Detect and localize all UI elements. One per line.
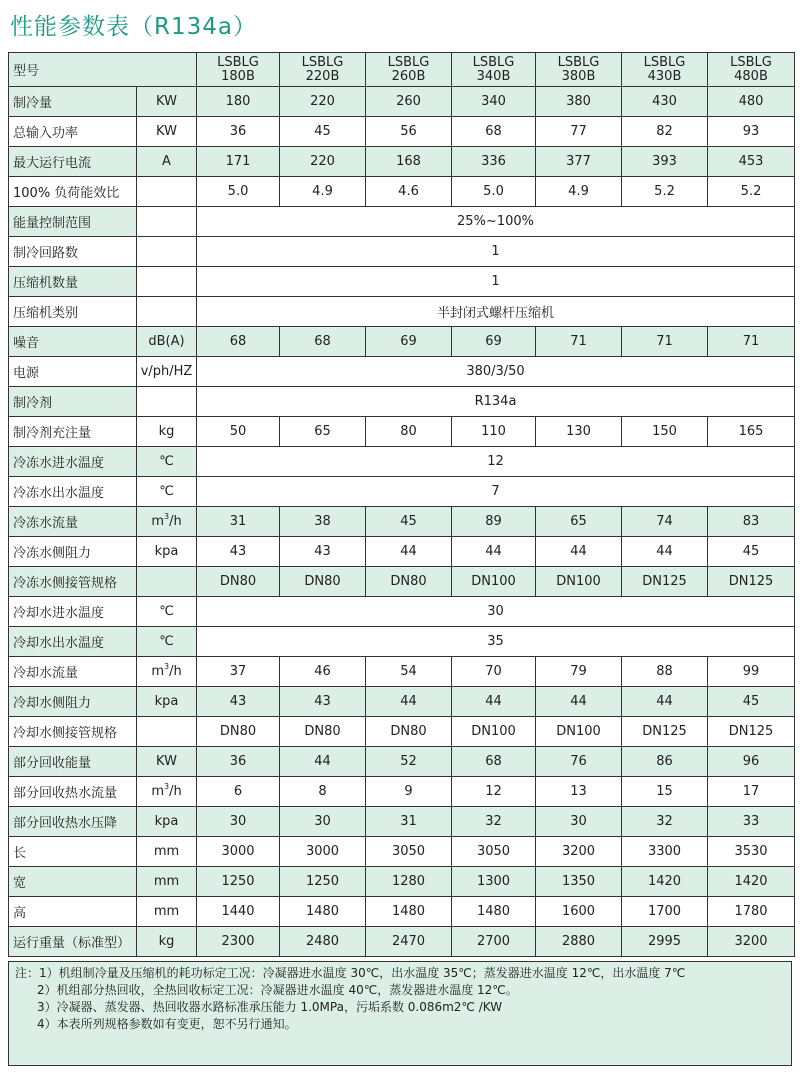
value-cell: 50 (197, 417, 280, 447)
value-cell: 86 (622, 747, 708, 777)
unit-cell (137, 237, 197, 267)
unit-cell (137, 507, 197, 537)
value-cell: DN80 (197, 717, 280, 747)
value-cell: 4.9 (280, 177, 366, 207)
unit-cell: ℃ (137, 477, 197, 507)
value-cell: 2880 (536, 927, 622, 957)
value-cell: 44 (622, 687, 708, 717)
table-row (9, 387, 795, 417)
value-cell: 44 (366, 687, 452, 717)
value-cell: 56 (366, 117, 452, 147)
model-header (366, 53, 452, 87)
model-series: LSBLG (472, 54, 515, 70)
value-cell: 5.2 (708, 177, 795, 207)
unit-cell: v/ph/HZ (137, 357, 197, 387)
table-row (9, 417, 795, 447)
value-cell: 2300 (197, 927, 280, 957)
table-row (9, 267, 795, 297)
value-cell: DN125 (622, 567, 708, 597)
param-name: 冷却水出水温度 (9, 627, 137, 657)
value-cell: 393 (622, 147, 708, 177)
value-cell: 171 (197, 147, 280, 177)
value-cell: 3050 (452, 837, 536, 867)
table-row (9, 717, 795, 747)
param-name: 噪音 (9, 327, 137, 357)
value-cell: 30 (197, 807, 280, 837)
value-cell: 5.0 (452, 177, 536, 207)
value-cell: 3530 (708, 837, 795, 867)
value-cell: 1280 (366, 867, 452, 897)
value-cell: 15 (622, 777, 708, 807)
value-cell: DN125 (708, 717, 795, 747)
model-code: 260B (391, 68, 426, 84)
table-row (9, 747, 795, 777)
value-cell: 13 (536, 777, 622, 807)
unit-cell: KW (137, 117, 197, 147)
note-line: 注：1）机组制冷量及压缩机的耗功标定工况：冷凝器进水温度 30℃，出水温度 35℃；蒸发器进水温度 12℃，出水温度 7℃ (15, 966, 686, 980)
model-code: 180B (221, 68, 255, 84)
value-cell: 43 (280, 687, 366, 717)
value-cell: 43 (197, 687, 280, 717)
param-name: 长 (9, 837, 137, 867)
table-row (9, 177, 795, 207)
unit-tail: /h (169, 664, 182, 679)
value-cell: 3000 (197, 837, 280, 867)
unit-cell: KW (137, 87, 197, 117)
value-cell: 220 (280, 147, 366, 177)
param-name: 总输入功率 (9, 117, 137, 147)
value-cell: 1480 (366, 897, 452, 927)
table-row (9, 897, 795, 927)
table-row (9, 537, 795, 567)
value-cell: 32 (622, 807, 708, 837)
page-title: 性能参数表（R134a） (10, 14, 257, 40)
note-line: 2）机组部分热回收，全热回收标定工况：冷凝器进水温度 40℃，蒸发器进水温度 12℃。 (37, 983, 518, 997)
value-cell: DN80 (197, 567, 280, 597)
merged-value: 1 (197, 267, 795, 297)
param-name: 能量控制范围 (9, 207, 137, 237)
unit-cell: kpa (137, 537, 197, 567)
unit-cell: mm (137, 897, 197, 927)
table-row (9, 867, 795, 897)
merged-value: 半封闭式螺杆压缩机 (197, 297, 795, 327)
value-cell: 33 (708, 807, 795, 837)
param-name: 冷冻水流量 (9, 507, 137, 537)
param-name: 冷冻水侧接管规格 (9, 567, 137, 597)
value-cell: 44 (536, 537, 622, 567)
table-row (9, 477, 795, 507)
value-cell: 36 (197, 747, 280, 777)
unit-base: m (151, 514, 164, 529)
param-name: 冷却水流量 (9, 657, 137, 687)
value-cell: 1420 (708, 867, 795, 897)
value-cell: DN100 (452, 567, 536, 597)
unit-cell: ℃ (137, 597, 197, 627)
value-cell: 1250 (280, 867, 366, 897)
value-cell: 1780 (708, 897, 795, 927)
value-cell: 54 (366, 657, 452, 687)
value-cell: 150 (622, 417, 708, 447)
value-cell: 80 (366, 417, 452, 447)
value-cell: DN80 (280, 567, 366, 597)
model-series: LSBLG (557, 54, 600, 70)
value-cell: 89 (452, 507, 536, 537)
table-header-row (9, 53, 795, 87)
value-cell: 180 (197, 87, 280, 117)
unit-cell (137, 657, 197, 687)
value-cell: 44 (622, 537, 708, 567)
value-cell: 380 (536, 87, 622, 117)
model-series: LSBLG (301, 54, 344, 70)
table-row (9, 807, 795, 837)
param-name: 冷冻水出水温度 (9, 477, 137, 507)
merged-value: 12 (197, 447, 795, 477)
param-name: 冷却水进水温度 (9, 597, 137, 627)
table-row (9, 687, 795, 717)
value-cell: 3200 (536, 837, 622, 867)
value-cell: 68 (452, 747, 536, 777)
model-code: 380B (561, 68, 596, 84)
model-series: LSBLG (643, 54, 686, 70)
value-cell: DN125 (622, 717, 708, 747)
value-cell: 44 (280, 747, 366, 777)
value-cell: DN80 (366, 717, 452, 747)
unit-cell: kg (137, 927, 197, 957)
value-cell: 3300 (622, 837, 708, 867)
value-cell: 12 (452, 777, 536, 807)
unit-cell: KW (137, 747, 197, 777)
value-cell: 5.2 (622, 177, 708, 207)
param-name: 部分回收热水压降 (9, 807, 137, 837)
unit-cell: dB(A) (137, 327, 197, 357)
value-cell: 6 (197, 777, 280, 807)
value-cell: 130 (536, 417, 622, 447)
value-cell: 30 (536, 807, 622, 837)
table-row (9, 597, 795, 627)
param-name: 运行重量（标准型） (9, 927, 137, 957)
table-row (9, 627, 795, 657)
value-cell: 68 (452, 117, 536, 147)
unit-cell: kpa (137, 687, 197, 717)
table-row (9, 147, 795, 177)
param-name: 压缩机类别 (9, 297, 137, 327)
param-name: 最大运行电流 (9, 147, 137, 177)
unit-cell (137, 387, 197, 417)
unit-base: m (151, 664, 164, 679)
param-name: 部分回收能量 (9, 747, 137, 777)
unit-cell (137, 267, 197, 297)
unit-base: m (151, 784, 164, 799)
model-code: 220B (305, 68, 340, 84)
value-cell: 45 (708, 537, 795, 567)
value-cell: 44 (452, 537, 536, 567)
table-row (9, 207, 795, 237)
model-header (280, 53, 366, 87)
model-header (622, 53, 708, 87)
value-cell: 110 (452, 417, 536, 447)
value-cell: 168 (366, 147, 452, 177)
unit-cell: ℃ (137, 447, 197, 477)
value-cell: DN100 (536, 717, 622, 747)
merged-value: R134a (197, 387, 795, 417)
value-cell: 83 (708, 507, 795, 537)
param-name: 电源 (9, 357, 137, 387)
value-cell: 17 (708, 777, 795, 807)
value-cell: 30 (280, 807, 366, 837)
model-header (708, 53, 795, 87)
value-cell: 82 (622, 117, 708, 147)
param-name: 制冷剂充注量 (9, 417, 137, 447)
model-series: LSBLG (730, 54, 772, 70)
merged-value: 7 (197, 477, 795, 507)
merged-value: 380/3/50 (197, 357, 795, 387)
value-cell: 480 (708, 87, 795, 117)
value-cell: 96 (708, 747, 795, 777)
note-line: 3）冷凝器、蒸发器、热回收器水路标准承压能力 1.0MPa，污垢系数 0.086m2℃ /KW (37, 1000, 503, 1014)
value-cell: 38 (280, 507, 366, 537)
value-cell: 71 (708, 327, 795, 357)
value-cell: DN125 (708, 567, 795, 597)
merged-value: 1 (197, 237, 795, 267)
unit-cell: kpa (137, 807, 197, 837)
value-cell: 68 (280, 327, 366, 357)
param-name: 压缩机数量 (9, 267, 137, 297)
value-cell: 52 (366, 747, 452, 777)
value-cell: 32 (452, 807, 536, 837)
unit-tail: /h (169, 784, 182, 799)
value-cell: 79 (536, 657, 622, 687)
value-cell: 5.0 (197, 177, 280, 207)
value-cell: 44 (366, 537, 452, 567)
value-cell: 3000 (280, 837, 366, 867)
value-cell: 71 (622, 327, 708, 357)
model-code: 430B (647, 68, 682, 84)
value-cell: 3200 (708, 927, 795, 957)
value-cell: 430 (622, 87, 708, 117)
unit-exponent: 3 (163, 512, 170, 521)
value-cell: 3050 (366, 837, 452, 867)
value-cell: 74 (622, 507, 708, 537)
param-name: 冷冻水侧阻力 (9, 537, 137, 567)
value-cell: 77 (536, 117, 622, 147)
value-cell: DN100 (452, 717, 536, 747)
table-row (9, 507, 795, 537)
unit-exponent: 3 (163, 662, 170, 671)
model-header (452, 53, 536, 87)
param-name: 100% 负荷能效比 (9, 177, 137, 207)
value-cell: 88 (622, 657, 708, 687)
param-name: 宽 (9, 867, 137, 897)
unit-cell: A (137, 147, 197, 177)
param-name: 制冷回路数 (9, 237, 137, 267)
value-cell: DN80 (366, 567, 452, 597)
value-cell: 260 (366, 87, 452, 117)
value-cell: 45 (366, 507, 452, 537)
unit-cell (137, 777, 197, 807)
value-cell: 2470 (366, 927, 452, 957)
value-cell: 2700 (452, 927, 536, 957)
unit-cell (137, 717, 197, 747)
value-cell: 31 (197, 507, 280, 537)
spec-table (8, 52, 795, 957)
value-cell: 45 (708, 687, 795, 717)
value-cell: 43 (280, 537, 366, 567)
model-series: LSBLG (217, 54, 259, 70)
model-code: 480B (734, 68, 768, 84)
param-name: 冷却水侧阻力 (9, 687, 137, 717)
value-cell: 340 (452, 87, 536, 117)
table-row (9, 87, 795, 117)
value-cell: 99 (708, 657, 795, 687)
value-cell: 44 (536, 687, 622, 717)
value-cell: 37 (197, 657, 280, 687)
value-cell: 45 (280, 117, 366, 147)
value-cell: 69 (366, 327, 452, 357)
value-cell: 76 (536, 747, 622, 777)
value-cell: 1420 (622, 867, 708, 897)
unit-cell (137, 567, 197, 597)
model-series: LSBLG (387, 54, 430, 70)
unit-exponent: 3 (163, 782, 170, 791)
table-row (9, 927, 795, 957)
value-cell: 1300 (452, 867, 536, 897)
value-cell: 70 (452, 657, 536, 687)
table-row (9, 657, 795, 687)
unit-cell (137, 177, 197, 207)
table-row (9, 777, 795, 807)
unit-cell: ℃ (137, 627, 197, 657)
value-cell: 1350 (536, 867, 622, 897)
merged-value: 35 (197, 627, 795, 657)
note-line: 4）本表所列规格参数如有变更，恕不另行通知。 (37, 1017, 297, 1031)
merged-value: 30 (197, 597, 795, 627)
value-cell: 4.9 (536, 177, 622, 207)
param-name: 制冷剂 (9, 387, 137, 417)
value-cell: 453 (708, 147, 795, 177)
value-cell: 9 (366, 777, 452, 807)
value-cell: 336 (452, 147, 536, 177)
param-name: 冷冻水进水温度 (9, 447, 137, 477)
value-cell: 71 (536, 327, 622, 357)
value-cell: 1700 (622, 897, 708, 927)
value-cell: 65 (536, 507, 622, 537)
value-cell: 68 (197, 327, 280, 357)
value-cell: 65 (280, 417, 366, 447)
value-cell: 1440 (197, 897, 280, 927)
value-cell: 43 (197, 537, 280, 567)
value-cell: 1600 (536, 897, 622, 927)
value-cell: 2995 (622, 927, 708, 957)
table-row (9, 297, 795, 327)
value-cell: DN100 (536, 567, 622, 597)
model-header (197, 53, 280, 87)
unit-tail: /h (169, 514, 182, 529)
unit-cell: mm (137, 867, 197, 897)
table-row (9, 567, 795, 597)
table-row (9, 237, 795, 267)
table-row (9, 837, 795, 867)
value-cell: 36 (197, 117, 280, 147)
notes-box (8, 961, 792, 1066)
unit-cell (137, 297, 197, 327)
param-name: 高 (9, 897, 137, 927)
value-cell: 69 (452, 327, 536, 357)
table-row (9, 357, 795, 387)
value-cell: 44 (452, 687, 536, 717)
value-cell: 2480 (280, 927, 366, 957)
value-cell: 1480 (452, 897, 536, 927)
param-name: 制冷量 (9, 87, 137, 117)
value-cell: 377 (536, 147, 622, 177)
unit-cell (137, 207, 197, 237)
unit-cell: mm (137, 837, 197, 867)
header-label: 型号 (9, 53, 197, 87)
value-cell: 1480 (280, 897, 366, 927)
value-cell: DN80 (280, 717, 366, 747)
value-cell: 93 (708, 117, 795, 147)
param-name: 冷却水侧接管规格 (9, 717, 137, 747)
table-row (9, 327, 795, 357)
value-cell: 31 (366, 807, 452, 837)
model-header (536, 53, 622, 87)
model-code: 340B (476, 68, 511, 84)
value-cell: 165 (708, 417, 795, 447)
value-cell: 4.6 (366, 177, 452, 207)
unit-cell: kg (137, 417, 197, 447)
value-cell: 1250 (197, 867, 280, 897)
param-name: 部分回收热水流量 (9, 777, 137, 807)
value-cell: 46 (280, 657, 366, 687)
table-row (9, 117, 795, 147)
value-cell: 220 (280, 87, 366, 117)
value-cell: 8 (280, 777, 366, 807)
table-row (9, 447, 795, 477)
merged-value: 25%~100% (197, 207, 795, 237)
